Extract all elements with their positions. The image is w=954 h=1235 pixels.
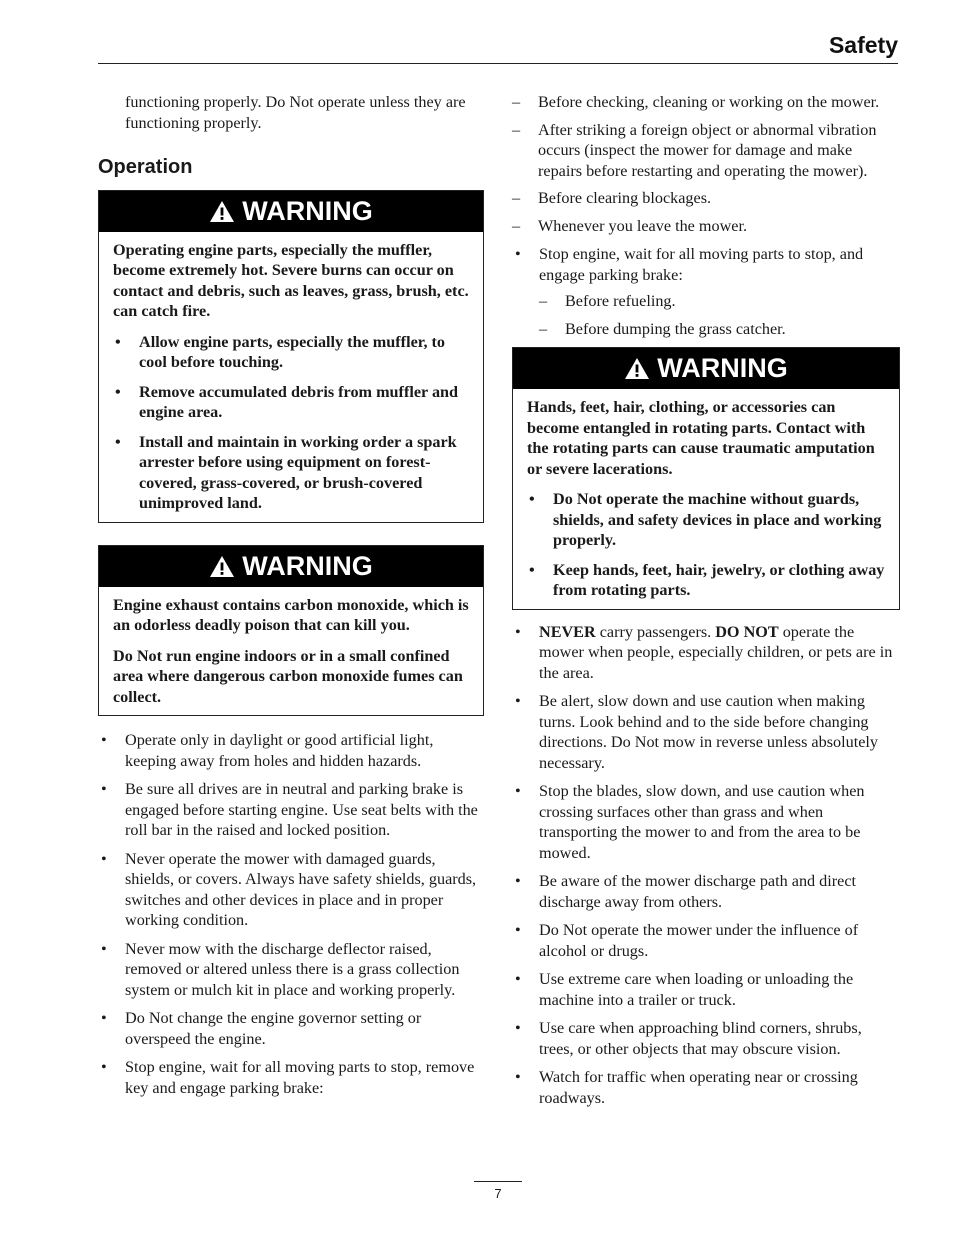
warning-bullets bbox=[527, 489, 887, 601]
warning-body bbox=[513, 389, 899, 609]
page-number: 7 bbox=[494, 1186, 502, 1201]
header-rule bbox=[98, 63, 898, 64]
warning-title: WARNING bbox=[242, 550, 373, 581]
dash-item: – Before refueling. bbox=[512, 291, 900, 312]
list-item-text: carry passengers. bbox=[595, 622, 716, 641]
list-item: • Do Not change the engine governor setting or overspeed the engine. bbox=[98, 1008, 484, 1049]
warning-body bbox=[99, 232, 483, 522]
warning-bullet-item: • Allow engine parts, especially the muffler, to cool before touching. bbox=[113, 332, 471, 373]
dash-item: – Before clearing blockages. bbox=[485, 188, 900, 209]
dash-item: – After striking a foreign object or abnormal vibration occurs (inspect the mower for damage and make repairs before restarting and operating the mower). bbox=[485, 120, 900, 182]
list-item bbox=[512, 244, 900, 339]
warning-bullet-item: • Remove accumulated debris from muffler and engine area. bbox=[113, 382, 471, 423]
warning-box-carbon-monoxide bbox=[98, 545, 484, 717]
warning-header bbox=[513, 348, 899, 389]
warning-box-rotating-parts bbox=[512, 347, 900, 610]
list-item: • Stop the blades, slow down, and use caution when crossing surfaces other than grass and when transporting the mower to and from the area to be mowed. bbox=[512, 781, 900, 863]
emphasis-do-not: DO NOT bbox=[715, 622, 779, 641]
list-item: • Do Not operate the mower under the influence of alcohol or drugs. bbox=[512, 920, 900, 961]
warning-title: WARNING bbox=[657, 353, 788, 384]
stop-engine-list bbox=[512, 244, 900, 339]
warning-bullets bbox=[113, 332, 471, 514]
warning-triangle-icon bbox=[209, 555, 235, 578]
dash-item: – Before checking, cleaning or working on the mower. bbox=[485, 92, 900, 113]
warning-bullet-item: • Install and maintain in working order a spark arrester before using equipment on forest-covered, grass-covered, or brush-covered unimproved land. bbox=[113, 432, 471, 514]
list-item: • Be alert, slow down and use caution when making turns. Look behind and to the side before changing directions. Do Not mow in reverse unless absolutely necessary. bbox=[512, 691, 900, 773]
list-item: • Use extreme care when loading or unloading the machine into a trailer or truck. bbox=[512, 969, 900, 1010]
right-column bbox=[512, 92, 900, 1116]
list-item: • Watch for traffic when operating near or crossing roadways. bbox=[512, 1067, 900, 1108]
operation-heading: Operation bbox=[98, 156, 193, 178]
safety-bullet-list bbox=[512, 622, 900, 1109]
warning-title: WARNING bbox=[242, 195, 373, 226]
warning-header bbox=[99, 191, 483, 232]
warning-bullet-item: • Do Not operate the machine without guards, shields, and safety devices in place and working properly. bbox=[527, 489, 887, 551]
warning-intro: Hands, feet, hair, clothing, or accessories can become entangled in rotating parts. Contact with the rotating parts can cause traumatic amputation or severe lacerations. bbox=[527, 398, 875, 478]
dash-item: – Before dumping the grass catcher. bbox=[512, 319, 900, 340]
list-item: • Never mow with the discharge deflector raised, removed or altered unless there is a grass collection system or mulch kit in place and working properly. bbox=[98, 939, 484, 1001]
warning-body bbox=[99, 587, 483, 716]
list-item-text: operate the mower when people, especially children, or pets are in the area. bbox=[539, 622, 893, 682]
warning-box-hot-parts bbox=[98, 190, 484, 523]
warning-bullet-item: • Keep hands, feet, hair, jewelry, or clothing away from rotating parts. bbox=[527, 560, 887, 601]
warning-triangle-icon bbox=[624, 357, 650, 380]
list-item: • Be aware of the mower discharge path and direct discharge away from others. bbox=[512, 871, 900, 912]
emphasis-never: NEVER bbox=[539, 622, 596, 641]
operation-bullet-list bbox=[98, 730, 484, 1098]
continued-paragraph: functioning properly. Do Not operate unless they are functioning properly. bbox=[125, 93, 466, 132]
list-item: • Use care when approaching blind corners, shrubs, trees, or other objects that may obscure vision. bbox=[512, 1018, 900, 1059]
list-item-text: Stop engine, wait for all moving parts to stop, and engage parking brake: bbox=[539, 245, 864, 284]
list-item: • Be sure all drives are in neutral and parking brake is engaged before starting engine. Use seat belts with the roll bar in the raised and locked position. bbox=[98, 779, 484, 841]
list-item: • Stop engine, wait for all moving parts to stop, remove key and engage parking brake: bbox=[98, 1057, 484, 1098]
section-title: Safety bbox=[828, 32, 898, 58]
warning-intro: Operating engine parts, especially the muffler, become extremely hot. Severe burns can occur on contact and debris, such as leaves, grass, brush, etc. can catch fire. bbox=[113, 240, 469, 320]
warning-header bbox=[99, 546, 483, 587]
list-item: • Never operate the mower with damaged guards, shields, or covers. Always have safety shields, guards, switches and other devices in place and in proper working condition. bbox=[98, 849, 484, 931]
warning-paragraph: Engine exhaust contains carbon monoxide, which is an odorless deadly poison that can kill you. bbox=[113, 595, 469, 634]
left-column bbox=[98, 92, 484, 1106]
dash-list-stop-key bbox=[485, 92, 900, 236]
warning-triangle-icon bbox=[209, 200, 235, 223]
dash-item: – Whenever you leave the mower. bbox=[485, 216, 900, 237]
list-item bbox=[512, 622, 900, 684]
footer-rule bbox=[474, 1181, 522, 1182]
dash-list-brake bbox=[512, 291, 900, 339]
warning-paragraph: Do Not run engine indoors or in a small confined area where dangerous carbon monoxide fumes can collect. bbox=[113, 646, 463, 706]
list-item: • Operate only in daylight or good artificial light, keeping away from holes and hidden hazards. bbox=[98, 730, 484, 771]
